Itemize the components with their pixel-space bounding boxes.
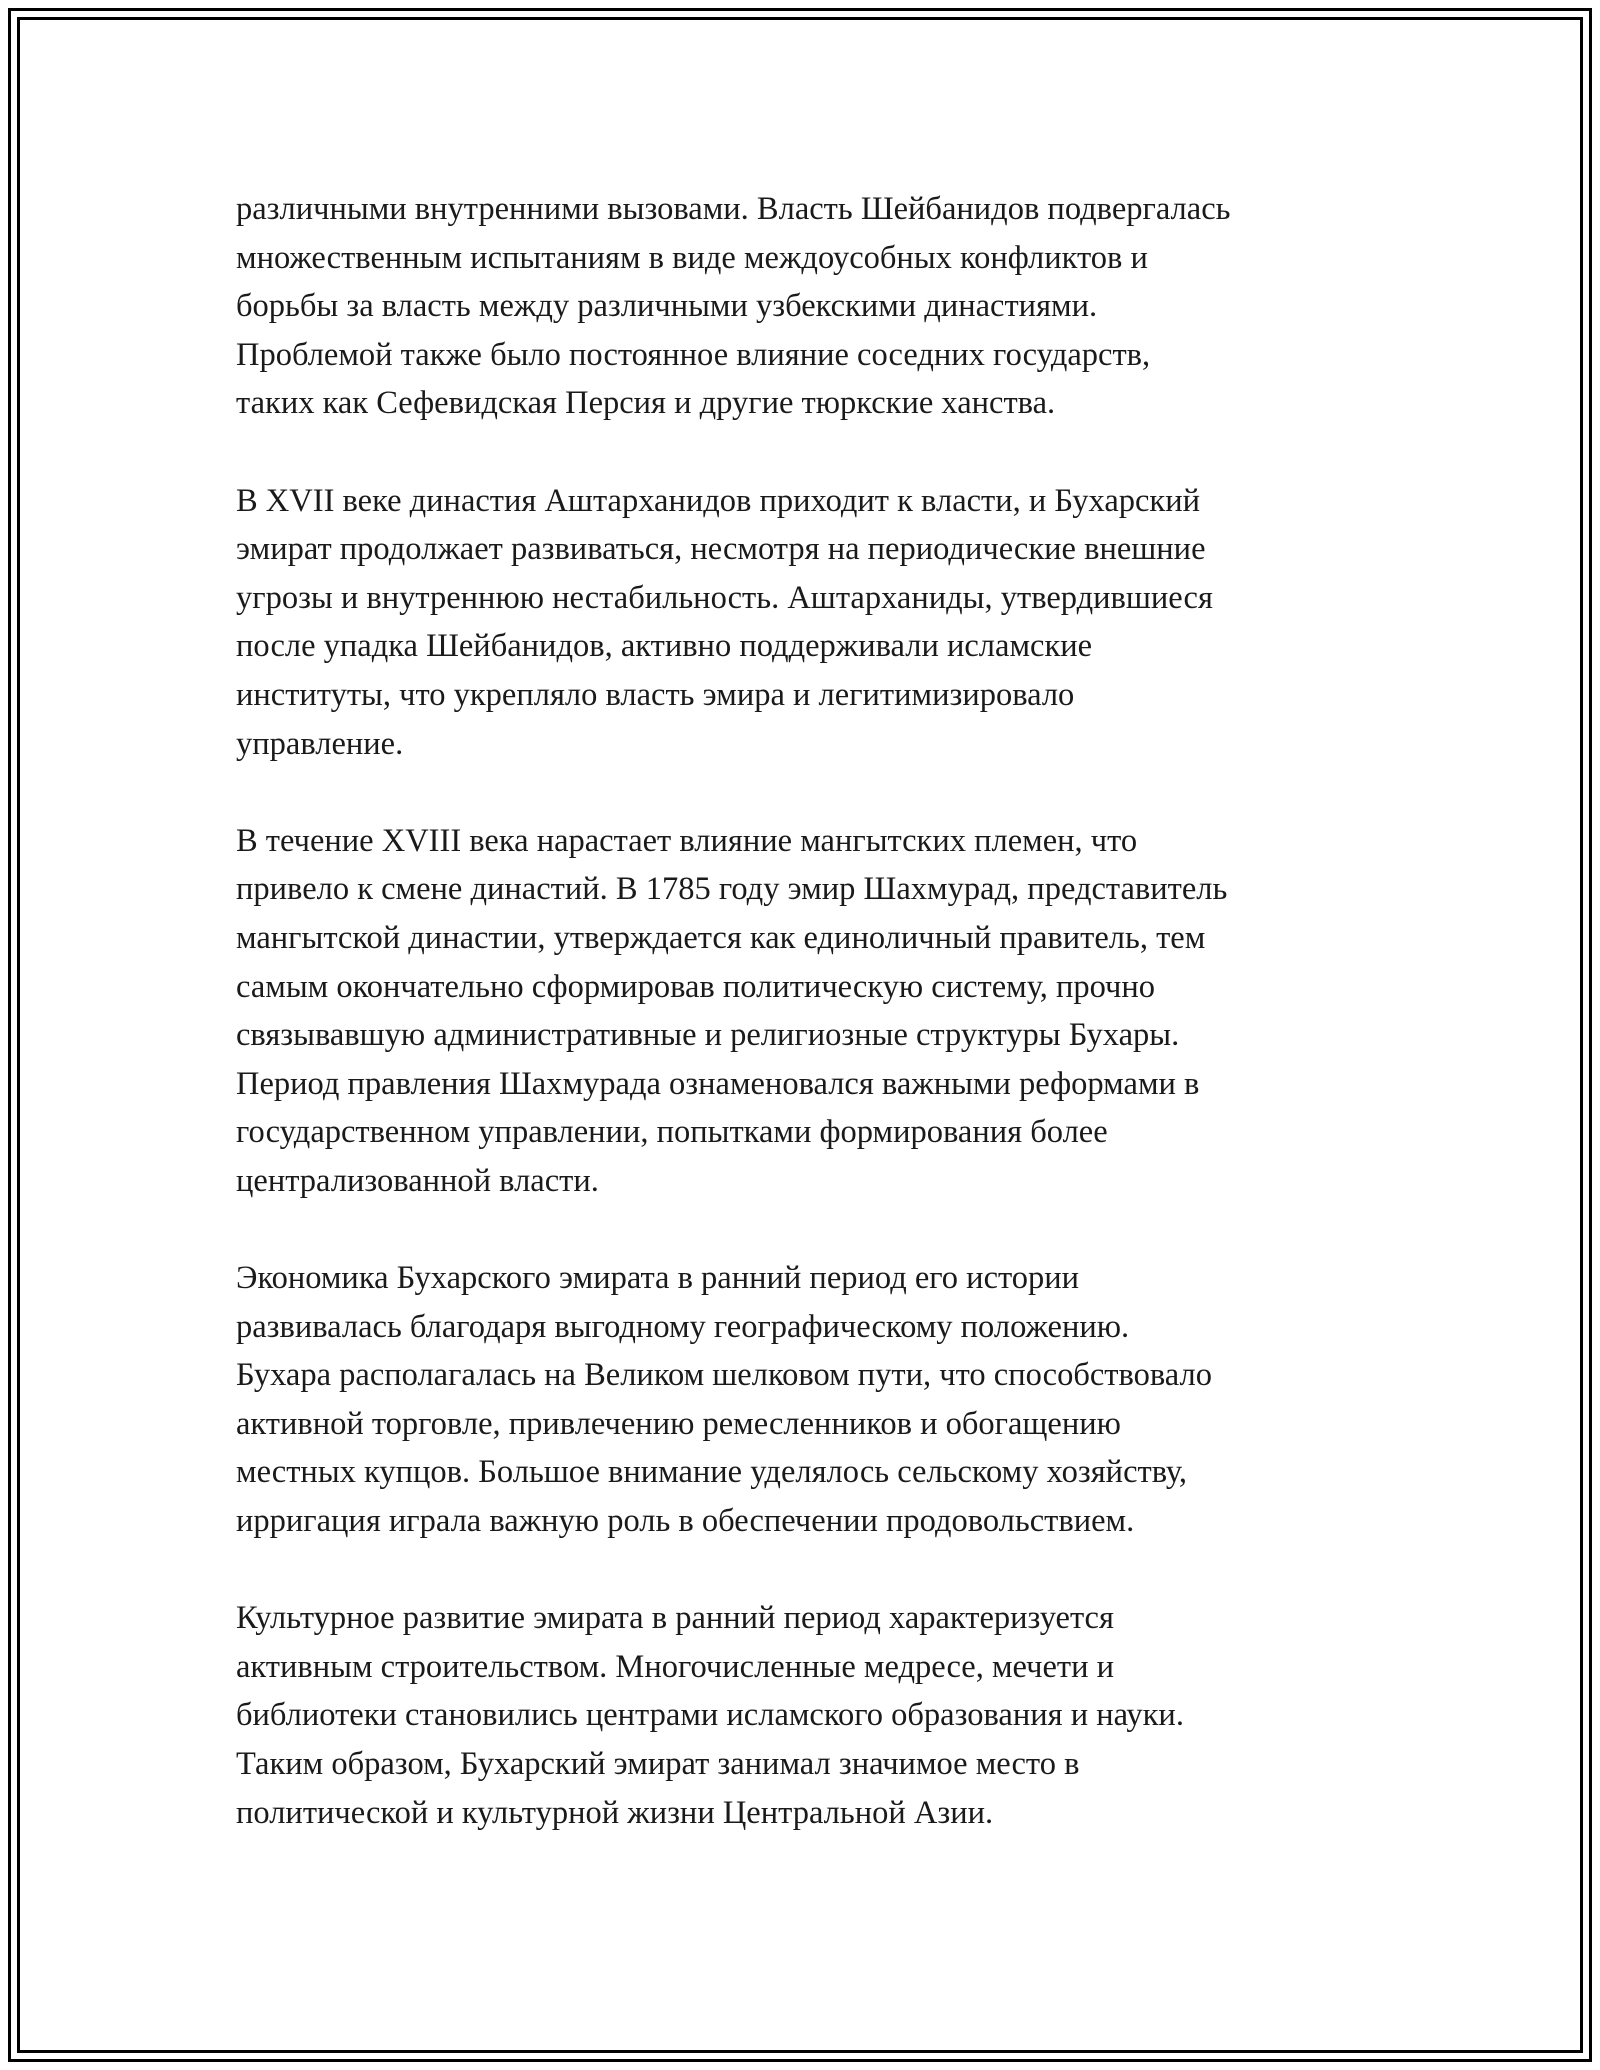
text-line: управление. [236,725,404,762]
text-line: множественным испытаниям в виде междоусобных конфликтов и [236,239,1148,276]
text-line: Бухара располагалась на Великом шелковом пути, что способствовало [236,1357,1212,1394]
text-line: различными внутренними вызовами. Власть Шейбанидов подвергалась [236,191,1231,227]
document-body [236,185,1376,1837]
text-line: местных купцов. Большое внимание уделялось сельскому хозяйству, [236,1454,1188,1491]
paragraph-mangyt-dynasty [236,817,1376,1206]
text-line: В XVII веке династия Аштарханидов приходит к власти, и Бухарский [236,482,1201,519]
text-line: активным строительством. Многочисленные медресе, мечети и [236,1648,1115,1685]
text-line: эмират продолжает развиваться, несмотря на периодические внешние [236,531,1206,568]
text-line: государственном управлении, попытками формирования более [236,1114,1108,1151]
text-line: В течение XVIII века нарастает влияние мангытских племен, что [236,822,1138,859]
text-line: Экономика Бухарского эмирата в ранний период его истории [236,1260,1080,1297]
paragraph-economy [236,1254,1376,1546]
text-line: борьбы за власть между различными узбекскими династиями. [236,288,1098,325]
text-line: Период правления Шахмурада ознаменовался важными реформами в [236,1065,1200,1102]
paragraph-culture [236,1594,1376,1837]
text-line: привело к смене династий. В 1785 году эмир Шахмурад, представитель [236,871,1228,908]
text-line: централизованной власти. [236,1162,599,1199]
text-line: ирригация играла важную роль в обеспечении продовольствием. [236,1503,1135,1540]
text-line: связывавшую административные и религиозные структуры Бухары. [236,1017,1180,1054]
text-line: институты, что укрепляло власть эмира и легитимизировало [236,676,1075,713]
paragraph-ashtarkhanids [236,477,1376,769]
text-line: самым окончательно сформировав политическую систему, прочно [236,968,1156,1005]
text-line: таких как Сефевидская Персия и другие тюркские ханства. [236,385,1056,422]
text-line: угрозы и внутреннюю нестабильность. Аштарханиды, утвердившиеся [236,579,1213,616]
text-line: мангытской династии, утверждается как единоличный правитель, тем [236,919,1206,956]
text-line: Таким образом, Бухарский эмират занимал значимое место в [236,1746,1080,1782]
paragraph-sheibanid-challenges [236,185,1376,428]
text-line: Проблемой также было постоянное влияние соседних государств, [236,336,1151,373]
text-line: Культурное развитие эмирата в ранний период характеризуется [236,1600,1114,1637]
text-line: библиотеки становились центрами исламского образования и науки. [236,1697,1184,1734]
text-line: активной торговле, привлечению ремесленников и обогащению [236,1405,1121,1442]
text-line: после упадка Шейбанидов, активно поддерживали исламские [236,628,1093,665]
text-line: развивалась благодаря выгодному географическому положению. [236,1308,1130,1345]
text-line: политической и культурной жизни Центральной Азии. [236,1794,994,1831]
